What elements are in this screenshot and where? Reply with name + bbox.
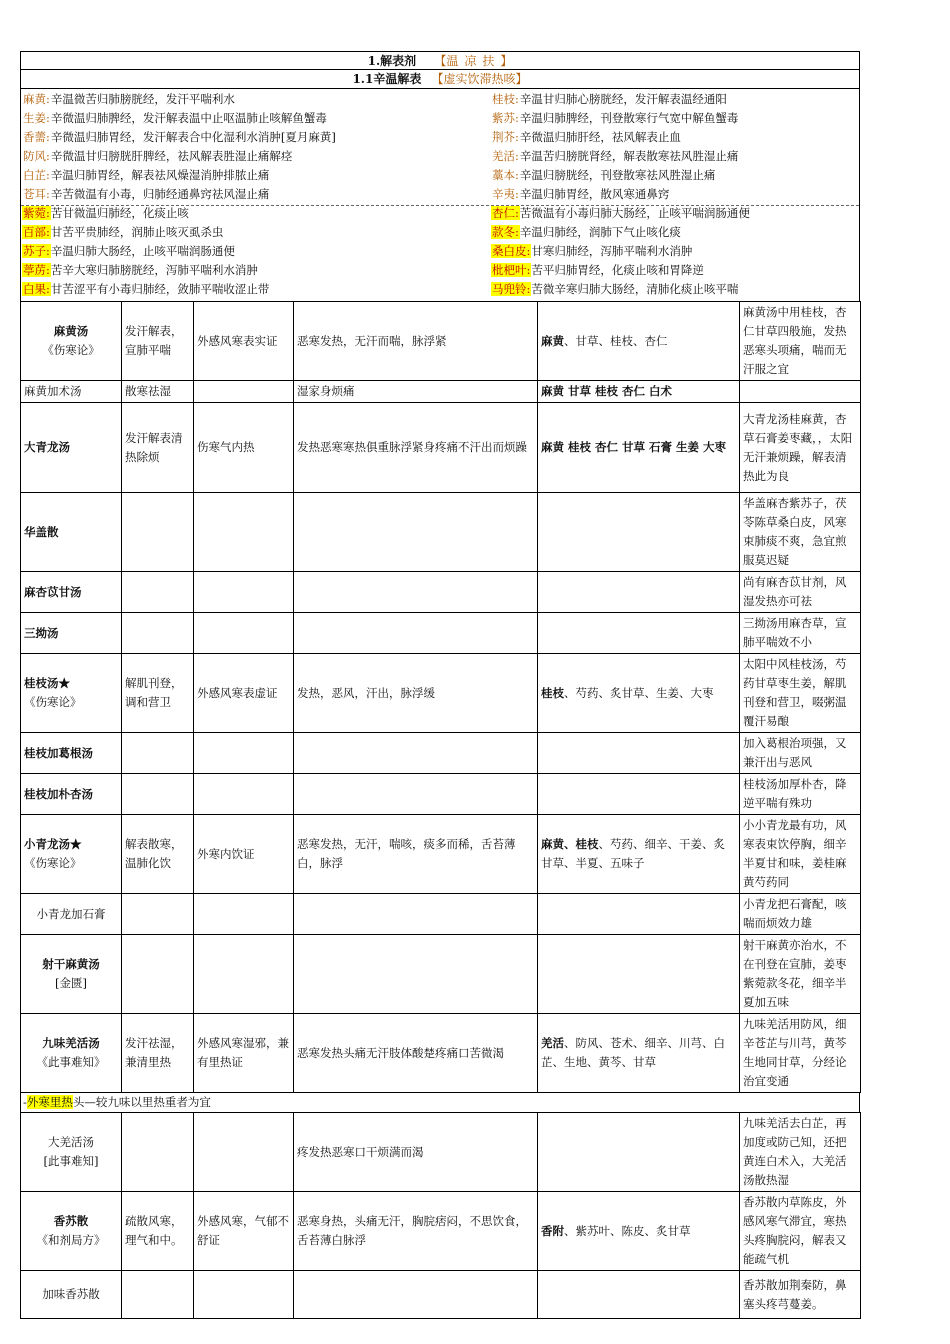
herb-name: 马兜铃: [492, 282, 531, 296]
formula-name: 小青龙汤★ [24, 837, 82, 851]
herb-entry [22, 147, 292, 166]
herb-entry [491, 90, 727, 109]
formula-name: 桂枝加朴杏汤 [24, 786, 93, 801]
formula-composition [538, 493, 740, 572]
formula-rhyme: 太阳中风桂枝汤，芍药甘草枣生姜，解肌刊登和营卫，啜粥温覆汗易酿 [740, 654, 861, 733]
herb-name: 葶苈: [23, 263, 50, 277]
formula-name: 九味羌活汤 [42, 1036, 100, 1050]
herb-desc: 甘苦涩平有小毒归肺经，敛肺平喘收涩止带 [50, 282, 270, 296]
formula-rhyme: 香苏散内草陈皮，外感风寒气滞宜，寒热头疼胸脘闷，解表又能疏气机 [740, 1192, 861, 1271]
table-row [21, 1192, 861, 1271]
document-sheet [20, 51, 860, 1319]
formula-effect: 发汗解表，宣肺平喘 [122, 302, 194, 381]
formula-name-cell [21, 1113, 122, 1192]
table-row [21, 1014, 861, 1093]
herb-desc: 辛温归肺大肠经，止咳平喘润肠通便 [50, 244, 235, 258]
composition-main: 香附 [541, 1223, 564, 1238]
formula-name: 华盖散 [24, 524, 59, 539]
formula-rhyme: 加入葛根治项强，又兼汗出与恶风 [740, 733, 861, 774]
table-row [21, 403, 861, 493]
formula-rhyme: 九味羌活去白芷，再加度或防己知，还把黄连白术入，大羌活汤散热湿 [740, 1113, 861, 1192]
formula-name-cell [21, 381, 122, 403]
formula-effect [122, 733, 194, 774]
herb-desc: 甘苦平贵肺经，润肺止咳灭虱杀虫 [50, 225, 224, 239]
herb-desc: 辛微温归肺脾经，发汗解表温中止呕温肺止咳解鱼蟹毒 [50, 111, 327, 125]
formula-name: 桂枝加葛根汤 [24, 745, 93, 760]
formula-effect [122, 572, 194, 613]
formula-composition [538, 654, 740, 733]
herb-entry [491, 128, 681, 147]
table-row [21, 774, 861, 815]
herb-desc: 辛温甘归肺心膀胱经，发汗解表温经通阳 [519, 92, 727, 106]
formula-indication [194, 935, 294, 1014]
formula-indication [194, 381, 294, 403]
formula-table [20, 301, 861, 1093]
formula-composition [538, 815, 740, 894]
formula-name: 桂枝汤★ [24, 676, 70, 690]
section-tag: 【温凉扶】 [434, 54, 513, 68]
herb-name: 百部: [23, 225, 50, 239]
herb-desc: 辛温归肺脾经，刊登散寒行气宽中解鱼蟹毒 [519, 111, 739, 125]
herb-entry [491, 166, 715, 185]
herb-entry [491, 185, 669, 204]
formula-name: 三拗汤 [24, 625, 59, 640]
formula-name: 香苏散 [53, 1214, 89, 1228]
formula-source: [此事难知] [43, 1154, 99, 1168]
formula-source: 《伤寒论》 [42, 343, 100, 357]
formula-rhyme: 大青龙汤桂麻黄，杏草石膏姜枣藏，，太阳无汗兼烦躁，解表清热此为良 [740, 403, 861, 493]
formula-name-cell [21, 1271, 122, 1319]
formula-symptoms [294, 613, 538, 654]
formula-name: 麻黄加术汤 [24, 384, 82, 398]
herb-desc: 甘寒归肺经，泻肺平喘利水消肿 [531, 244, 693, 258]
herb-entry [491, 261, 704, 280]
formula-effect [122, 493, 194, 572]
formula-symptoms [294, 733, 538, 774]
formula-composition [538, 302, 740, 381]
herb-name: 羌活: [492, 149, 519, 163]
formula-symptoms: 湿家身烦痛 [294, 381, 538, 403]
formula-source: 《此事难知》 [36, 1055, 106, 1069]
composition-rest: 、甘草、桂枝、杏仁 [564, 333, 668, 348]
formula-effect: 解表散寒，温肺化饮 [122, 815, 194, 894]
formula-symptoms [294, 774, 538, 815]
composition-rest: 、芍药、炙甘草、生姜、大枣 [564, 685, 714, 700]
herb-desc: 苦微辛寒归肺大肠经，清肺化痰止咳平喘 [531, 282, 739, 296]
composition-main: 麻黄 甘草 桂枝 杏仁 白术 [541, 384, 673, 398]
formula-effect: 散寒祛湿 [122, 381, 194, 403]
herb-entry [22, 261, 258, 280]
formula-name: 大青龙汤 [24, 440, 70, 454]
herb-desc: 辛温归肺胃经，解表祛风燥湿消肿排脓止痛 [50, 168, 270, 182]
composition-rest: 、紫苏叶、陈皮、炙甘草 [564, 1223, 691, 1238]
formula-name-cell [21, 302, 122, 381]
formula-symptoms [294, 894, 538, 935]
formula-source: 《和剂局方》 [36, 1233, 106, 1247]
section-title: 1.解表剂 [367, 54, 417, 68]
herb-name: 桑白皮: [492, 244, 531, 258]
herb-name: 枇杷叶: [492, 263, 531, 277]
formula-name: 小青龙加石膏 [36, 906, 106, 921]
herb-list [20, 89, 860, 301]
herb-name: 白芷: [23, 168, 50, 182]
formula-name: 射干麻黄汤 [42, 957, 100, 971]
formula-rhyme: 麻黄汤中用桂枝，杏仁甘草四般施，发热恶寒头项痛，喘而无汗服之宜 [740, 302, 861, 381]
herb-name: 桂枝: [492, 92, 519, 106]
herb-name: 辛夷: [492, 187, 519, 201]
formula-name-cell [21, 654, 122, 733]
herb-entry [491, 147, 738, 166]
formula-effect [122, 935, 194, 1014]
herb-name: 紫苏: [492, 111, 519, 125]
formula-indication: 外寒内饮证 [194, 815, 294, 894]
herb-entry [22, 109, 327, 128]
formula-effect [122, 1271, 194, 1319]
formula-symptoms [294, 1271, 538, 1319]
composition-main: 羌活 [541, 1036, 564, 1050]
formula-effect [122, 894, 194, 935]
note-row: -外寒里热头—较九味以里热重者为宜 [20, 1093, 860, 1112]
herb-desc: 辛温归肺经，润肺下气止咳化痰 [519, 225, 681, 239]
herb-entry [491, 223, 681, 242]
formula-symptoms: 恶寒发热，无汗，喘咳，痰多而稀，舌苔薄白，脉浮 [294, 815, 538, 894]
formula-composition [538, 381, 740, 403]
table-row [21, 302, 861, 381]
herb-desc: 辛微温归肺胃经，发汗解表合中化湿利水消肿[夏月麻黄] [50, 130, 336, 144]
composition-main: 麻黄 [541, 333, 564, 348]
herb-name: 苏子: [23, 244, 50, 258]
herb-entry [22, 90, 235, 109]
formula-indication: 外感风寒表虚证 [194, 654, 294, 733]
formula-symptoms: 疼发热恶寒口干烦满而渴 [294, 1113, 538, 1192]
herb-name: 藁本: [492, 168, 519, 182]
herb-desc: 苦辛大寒归肺膀胱经，泻肺平喘利水消肿 [50, 263, 258, 277]
note-highlight: 外寒里热 [26, 1095, 73, 1109]
table-row [21, 935, 861, 1014]
formula-indication [194, 774, 294, 815]
subsection-header [20, 70, 860, 89]
herb-name: 生姜: [23, 111, 50, 125]
formula-composition [538, 1014, 740, 1093]
formula-effect: 疏散风寒，理气和中。 [122, 1192, 194, 1271]
table-row [21, 733, 861, 774]
herb-name: 香薷: [23, 130, 50, 144]
table-row [21, 381, 861, 403]
herb-entry [22, 223, 223, 242]
formula-name-cell [21, 1014, 122, 1093]
formula-name-cell [21, 733, 122, 774]
herb-entry [491, 242, 692, 261]
formula-indication: 外感风寒，气郁不舒证 [194, 1192, 294, 1271]
formula-effect: 发汗解表清热除烦 [122, 403, 194, 493]
table-row [21, 1271, 861, 1319]
formula-composition [538, 403, 740, 493]
herb-name: 紫菀: [23, 206, 50, 220]
section-header [20, 51, 860, 70]
herb-entry [22, 242, 235, 261]
formula-indication [194, 733, 294, 774]
formula-symptoms: 恶寒身热，头痛无汗，胸脘痞闷，不思饮食，舌苔薄白脉浮 [294, 1192, 538, 1271]
table-row [21, 493, 861, 572]
formula-indication [194, 1271, 294, 1319]
table-row [21, 1113, 861, 1192]
formula-effect [122, 1113, 194, 1192]
formula-source: 《伤寒论》 [24, 856, 82, 870]
composition-main: 桂枝 [541, 685, 564, 700]
formula-name-cell [21, 572, 122, 613]
formula-rhyme: 射干麻黄亦治水，不在刊登在宣肺，姜枣紫菀款冬花，细辛半夏加五味 [740, 935, 861, 1014]
formula-indication: 伤寒气内热 [194, 403, 294, 493]
formula-indication [194, 613, 294, 654]
table-row [21, 815, 861, 894]
formula-effect [122, 774, 194, 815]
formula-name-cell [21, 1192, 122, 1271]
table-row [21, 572, 861, 613]
formula-symptoms: 恶寒发热头痛无汗肢体酸楚疼痛口苦微渴 [294, 1014, 538, 1093]
herb-entry [491, 280, 738, 299]
herb-desc: 辛温微苦归肺膀胱经，发汗平喘利水 [50, 92, 235, 106]
subsection-tag: 【虚实饮滞热咳】 [431, 72, 528, 86]
formula-composition [538, 894, 740, 935]
herb-entry [22, 204, 189, 223]
herb-entry [491, 109, 738, 128]
formula-indication [194, 894, 294, 935]
formula-composition [538, 1192, 740, 1271]
formula-indication [194, 1113, 294, 1192]
herb-desc: 辛温归膀胱经，刊登散寒祛风胜湿止痛 [519, 168, 716, 182]
table-row [21, 894, 861, 935]
herb-name: 款冬: [492, 225, 519, 239]
formula-rhyme: 华盖麻杏紫苏子，茯苓陈草桑白皮，风寒束肺痰不爽，急宜煎服莫迟疑 [740, 493, 861, 572]
formula-symptoms [294, 572, 538, 613]
formula-indication [194, 493, 294, 572]
formula-rhyme: 小青龙把石膏配，咳喘而烦效力雄 [740, 894, 861, 935]
herb-desc: 苦甘微温归肺经，化痰止咳 [50, 206, 189, 220]
formula-effect: 解肌刊登，调和营卫 [122, 654, 194, 733]
composition-rest: 、防风、苍术、细辛、川芎、白芷、生地、黄芩、甘草 [541, 1036, 725, 1069]
subsection-title: 1.1辛温解表 [352, 72, 422, 86]
formula-name-cell [21, 894, 122, 935]
formula-name: 麻黄汤 [53, 324, 89, 338]
formula-symptoms: 恶寒发热，无汗而喘，脉浮紧 [294, 302, 538, 381]
herb-desc: 辛温归肺胃经，散风寒通鼻窍 [519, 187, 670, 201]
herb-desc: 辛苦微温有小毒，归肺经通鼻窍祛风湿止痛 [50, 187, 270, 201]
herb-entry [22, 280, 269, 299]
formula-name-cell [21, 774, 122, 815]
herb-desc: 苦微温有小毒归肺大肠经，止咳平喘润肠通便 [519, 206, 750, 220]
herb-entry [22, 185, 269, 204]
formula-rhyme: 尚有麻杏苡甘剂，风湿发热亦可祛 [740, 572, 861, 613]
formula-symptoms [294, 935, 538, 1014]
herb-name: 荆芥: [492, 130, 519, 144]
composition-main: 麻黄 桂枝 杏仁 甘草 石膏 生姜 大枣 [541, 440, 727, 454]
formula-rhyme: 小小青龙最有功，风寒表束饮停胸，细辛半夏甘和味，姜桂麻黄芍药同 [740, 815, 861, 894]
herb-name: 白果: [23, 282, 50, 296]
formula-symptoms [294, 493, 538, 572]
formula-symptoms: 发热恶寒寒热俱重脉浮紧身疼痛不汗出而烦躁 [294, 403, 538, 493]
formula-rhyme: 香苏散加荆秦防，鼻塞头疼芎蔓姜。 [740, 1271, 861, 1319]
formula-symptoms: 发热，恶风，汗出，脉浮缓 [294, 654, 538, 733]
composition-main: 麻黄、桂枝 [541, 837, 599, 851]
formula-name-cell [21, 493, 122, 572]
formula-name-cell [21, 935, 122, 1014]
herb-name: 杏仁: [492, 206, 519, 220]
formula-rhyme: 九味羌活用防风，细辛苍芷与川芎，黄芩生地同甘草，分经论治宜变通 [740, 1014, 861, 1093]
formula-indication: 外感风寒表实证 [194, 302, 294, 381]
herb-entry [22, 128, 336, 147]
formula-composition [538, 1271, 740, 1319]
formula-indication [194, 572, 294, 613]
formula-rhyme [740, 381, 861, 403]
formula-rhyme: 三拗汤用麻杏草，宣肺平喘效不小 [740, 613, 861, 654]
herb-entry [491, 204, 750, 223]
composition-rest: 、芍药、细辛、干姜、炙甘草、半夏、五味子 [541, 837, 725, 870]
herb-name: 麻黄: [23, 92, 50, 106]
formula-composition [538, 774, 740, 815]
herb-name: 防风: [23, 149, 50, 163]
formula-composition [538, 935, 740, 1014]
herb-desc: 苦平归肺胃经，化痰止咳和胃降逆 [531, 263, 704, 277]
formula-name-cell [21, 403, 122, 493]
table-row [21, 613, 861, 654]
formula-name: 大羌活汤 [48, 1135, 94, 1149]
herb-desc: 辛微温归肺肝经，祛风解表止血 [519, 130, 681, 144]
formula-composition [538, 613, 740, 654]
table-row [21, 654, 861, 733]
formula-composition [538, 1113, 740, 1192]
formula-table-2 [20, 1112, 861, 1319]
herb-entry [22, 166, 269, 185]
herb-desc: 辛微温甘归膀胱肝脾经，祛风解表胜湿止痛解痉 [50, 149, 293, 163]
formula-composition [538, 733, 740, 774]
formula-rhyme: 桂枝汤加厚朴杏，降逆平喘有殊功 [740, 774, 861, 815]
formula-name-cell [21, 613, 122, 654]
formula-name-cell [21, 815, 122, 894]
herb-divider [21, 205, 859, 206]
formula-effect [122, 613, 194, 654]
formula-composition [538, 572, 740, 613]
herb-name: 苍耳: [23, 187, 50, 201]
formula-source: [金匮] [55, 976, 87, 990]
formula-source: 《伤寒论》 [24, 695, 82, 709]
formula-indication: 外感风寒湿邪，兼有里热证 [194, 1014, 294, 1093]
herb-desc: 辛温苦归膀胱肾经，解表散寒祛风胜湿止痛 [519, 149, 739, 163]
formula-effect: 发汗祛湿，兼清里热 [122, 1014, 194, 1093]
formula-name: 麻杏苡甘汤 [24, 584, 82, 599]
formula-name: 加味香苏散 [42, 1287, 100, 1301]
